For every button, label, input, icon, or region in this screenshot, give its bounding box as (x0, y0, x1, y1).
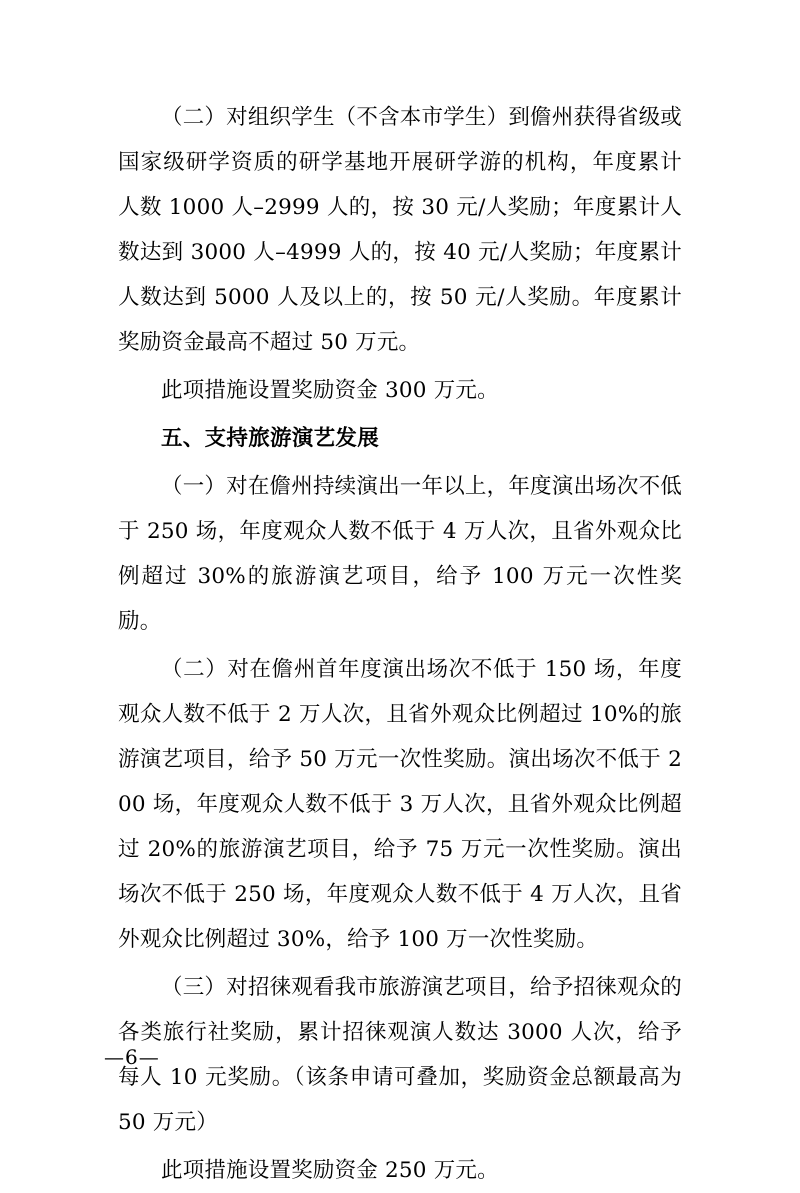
paragraph-research-study-subsidy: （二）对组织学生（不含本市学生）到儋州获得省级或国家级研学资质的研学基地开展研学游的机构，年度累计人数 1000 人–2999 人的，按 30 元/人奖励；年度累计人数达到 3000 人–4999 人的，按 40 元/人奖励；年度累计人数达到 5000 人及以上的，按 50 元/人奖励。年度累计奖励资金最高不超过 50 万元。 (118, 105, 682, 355)
document-body (118, 95, 682, 1193)
paragraph-item-two-first-year-performance: （二）对在儋州首年度演出场次不低于 150 场，年度观众人数不低于 2 万人次，且省外观众比例超过 10%的旅游演艺项目，给予 50 万元一次性奖励。演出场次不低于 200 场，年度观众人数不低于 3 万人次，且省外观众比例超过 20%的旅游演艺项目，给予 75 万元一次性奖励。演出场次不低于 250 场，年度观众人数不低于 4 万人次，且省外观众比例超过 30%，给予 100 万一次性奖励。 (118, 657, 682, 952)
paragraph-item-three-travel-agency-reward: （三）对招徕观看我市旅游演艺项目，给予招徕观众的各类旅行社奖励，累计招徕观演人数达 3000 人次，给予每人 10 元奖励。（该条申请可叠加，奖励资金总额最高为 50 万元） (118, 975, 682, 1135)
paragraph-fund-allocation-250: 此项措施设置奖励资金 250 万元。 (161, 1158, 499, 1183)
section-heading-tourism-performance: 五、支持旅游演艺发展 (161, 426, 380, 451)
page-number-footer: —6— (104, 1045, 160, 1069)
paragraph-fund-allocation-300: 此项措施设置奖励资金 300 万元。 (161, 378, 499, 403)
paragraph-item-one-continuous-performance: （一）对在儋州持续演出一年以上，年度演出场次不低于 250 场，年度观众人数不低于 4 万人次，且省外观众比例超过 30%的旅游演艺项目，给予 100 万元一次性奖励。 (118, 474, 682, 634)
